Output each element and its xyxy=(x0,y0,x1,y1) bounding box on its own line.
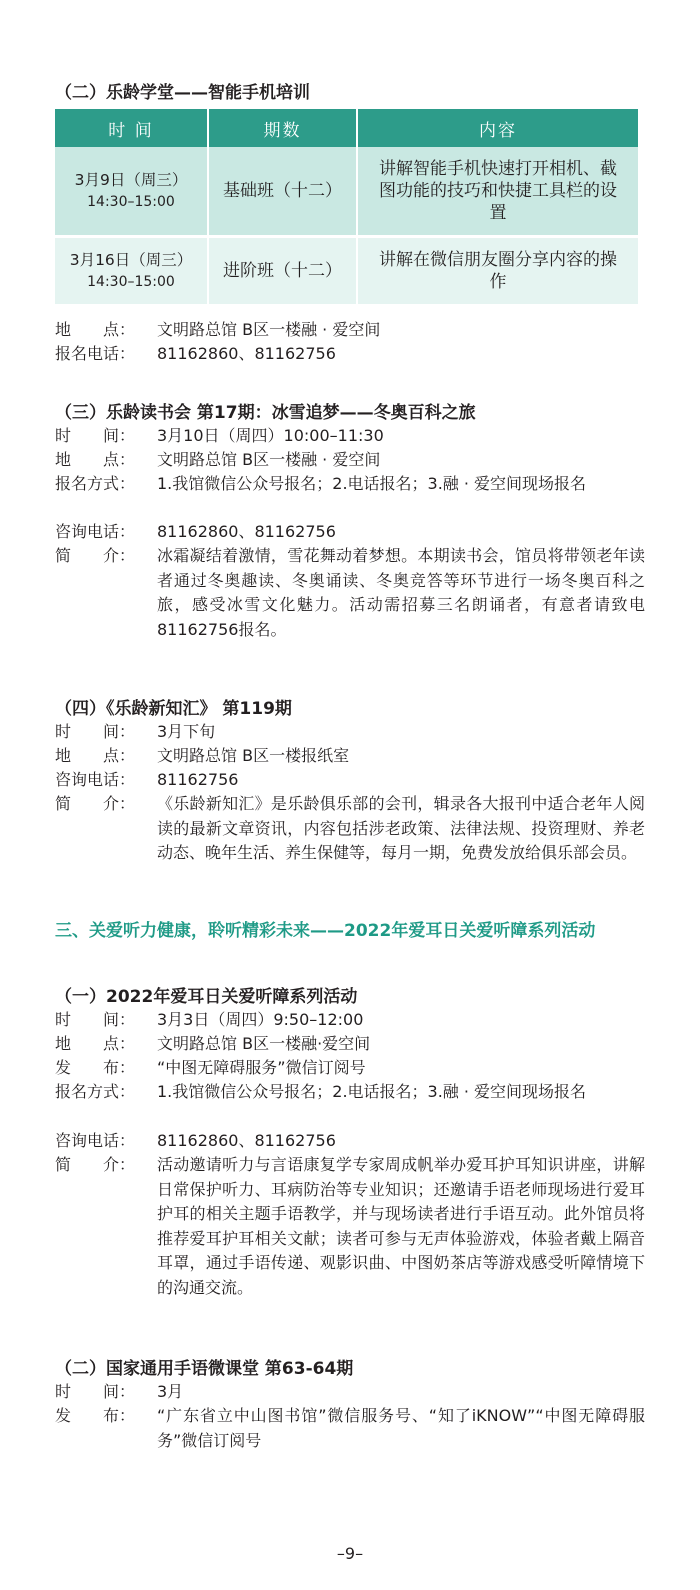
field-label: 报名方式： xyxy=(55,1082,136,1101)
field-value: 《乐龄新知汇》是乐龄俱乐部的会刊，辑录各大报刊中适合老年人阅读的最新文章资讯，内容包括涉老政策、法律法规、投资理财、养老动态、晚年生活、养生保健等，每月一期，免费发放给俱乐部会员。 xyxy=(157,794,645,862)
field-label: 简 介： xyxy=(55,1155,136,1174)
section-heading-smartphone-training: （二）乐龄学堂——智能手机培训 xyxy=(55,83,310,103)
field-label: 简 介： xyxy=(55,794,136,813)
field-value: 81162860、81162756 xyxy=(157,1131,336,1150)
field-label: 咨询电话： xyxy=(55,1131,136,1150)
info-time xyxy=(55,424,645,449)
field-label: 时 间： xyxy=(55,426,136,445)
field-label: 地 点： xyxy=(55,1034,136,1053)
field-label: 时 间： xyxy=(55,1010,136,1029)
cell-level: 进阶班（十二） xyxy=(208,237,357,305)
cell-date: 3月9日（周三） xyxy=(74,171,188,189)
info-time xyxy=(55,1380,645,1405)
info-phone xyxy=(55,342,645,367)
field-value: 文明路总馆 B区一楼报纸室 xyxy=(157,746,350,765)
table-row xyxy=(55,147,638,237)
field-label: 咨询电话： xyxy=(55,770,136,789)
field-label: 报名电话： xyxy=(55,344,136,363)
info-intro xyxy=(55,792,645,866)
field-label: 发 布： xyxy=(55,1406,136,1425)
cell-content: 讲解智能手机快速打开相机、截图功能的技巧和快捷工具栏的设置 xyxy=(357,147,638,237)
table-header-row xyxy=(55,109,638,147)
field-value: 3月10日（周四）10:00–11:30 xyxy=(157,426,384,445)
field-label: 发 布： xyxy=(55,1058,136,1077)
cell-content: 讲解在微信朋友圈分享内容的操作 xyxy=(357,237,638,305)
column-header-time: 时 间 xyxy=(55,109,208,147)
section-heading-hearing-care: 三、关爱听力健康，聆听精彩未来——2022年爱耳日关爱听障系列活动 xyxy=(55,921,596,941)
cell-time: 14:30–15:00 xyxy=(87,274,175,290)
column-header-session: 期数 xyxy=(208,109,357,147)
info-location xyxy=(55,744,645,769)
field-value: 81162860、81162756 xyxy=(157,522,336,541)
info-publish xyxy=(55,1404,645,1453)
field-value: 文明路总馆 B区一楼融 · 爱空间 xyxy=(157,450,381,469)
info-location xyxy=(55,1032,645,1057)
info-time xyxy=(55,1008,645,1033)
cell-date: 3月16日（周三） xyxy=(69,251,193,269)
field-value: “广东省立中山图书馆”微信服务号、“知了iKNOW”“中图无障碍服务”微信订阅号 xyxy=(157,1406,645,1450)
field-value: “中图无障碍服务”微信订阅号 xyxy=(157,1058,366,1077)
field-value: 81162756 xyxy=(157,770,239,789)
info-location xyxy=(55,318,645,343)
info-time xyxy=(55,720,645,745)
field-value: 活动邀请听力与言语康复学专家周成帆举办爱耳护耳知识讲座，讲解日常保护听力、耳病防治等专业知识；还邀请手语老师现场进行爱耳护耳的相关主题手语教学，并与现场读者进行手语互动。此外馆员将推荐爱耳护耳相关文献；读者可参与无声体验游戏，体验者戴上隔音耳罩，通过手语传递、观影识曲、中图奶茶店等游戏感受听障情境下的沟通交流。 xyxy=(157,1155,645,1297)
info-phone xyxy=(55,768,645,793)
info-publish xyxy=(55,1056,645,1081)
field-value: 3月 xyxy=(157,1382,184,1401)
field-value: 3月3日（周四）9:50–12:00 xyxy=(157,1010,364,1029)
table-row xyxy=(55,237,638,305)
cell-datetime xyxy=(55,147,208,237)
section-heading-reading-club: （三）乐龄读书会 第17期：冰雪追梦——冬奥百科之旅 xyxy=(55,403,476,423)
info-location xyxy=(55,448,645,473)
schedule-table xyxy=(55,109,638,304)
cell-time: 14:30–15:00 xyxy=(87,194,175,210)
info-signup xyxy=(55,472,645,497)
field-label: 时 间： xyxy=(55,722,136,741)
field-value: 文明路总馆 B区一楼融·爱空间 xyxy=(157,1034,371,1053)
info-signup xyxy=(55,1080,645,1105)
field-label: 咨询电话： xyxy=(55,522,136,541)
field-value: 1.我馆微信公众号报名；2.电话报名；3.融 · 爱空间现场报名 xyxy=(157,474,587,493)
field-label: 报名方式： xyxy=(55,474,136,493)
field-label: 地 点： xyxy=(55,746,136,765)
info-intro xyxy=(55,544,645,642)
cell-level: 基础班（十二） xyxy=(208,147,357,237)
section-heading-sign-language: （二）国家通用手语微课堂 第63-64期 xyxy=(55,1359,354,1379)
column-header-content: 内容 xyxy=(357,109,638,147)
field-label: 简 介： xyxy=(55,546,136,565)
field-label: 时 间： xyxy=(55,1382,136,1401)
field-label: 地 点： xyxy=(55,320,136,339)
info-phone xyxy=(55,1129,645,1154)
info-phone xyxy=(55,520,645,545)
page-number: –9– xyxy=(336,1544,364,1563)
field-value: 冰霜凝结着激情，雪花舞动着梦想。本期读书会，馆员将带领老年读者通过冬奥趣读、冬奥诵读、冬奥竞答等环节进行一场冬奥百科之旅，感受冰雪文化魅力。活动需招募三名朗诵者，有意者请致电81162756报名。 xyxy=(157,546,645,639)
field-value: 文明路总馆 B区一楼融 · 爱空间 xyxy=(157,320,381,339)
field-value: 1.我馆微信公众号报名；2.电话报名；3.融 · 爱空间现场报名 xyxy=(157,1082,587,1101)
field-value: 81162860、81162756 xyxy=(157,344,336,363)
info-intro xyxy=(55,1153,645,1300)
field-label: 地 点： xyxy=(55,450,136,469)
section-heading-newsletter: （四）《乐龄新知汇》 第119期 xyxy=(55,699,292,719)
section-heading-ear-day: （一）2022年爱耳日关爱听障系列活动 xyxy=(55,987,358,1007)
cell-datetime xyxy=(55,237,208,305)
field-value: 3月下旬 xyxy=(157,722,216,741)
